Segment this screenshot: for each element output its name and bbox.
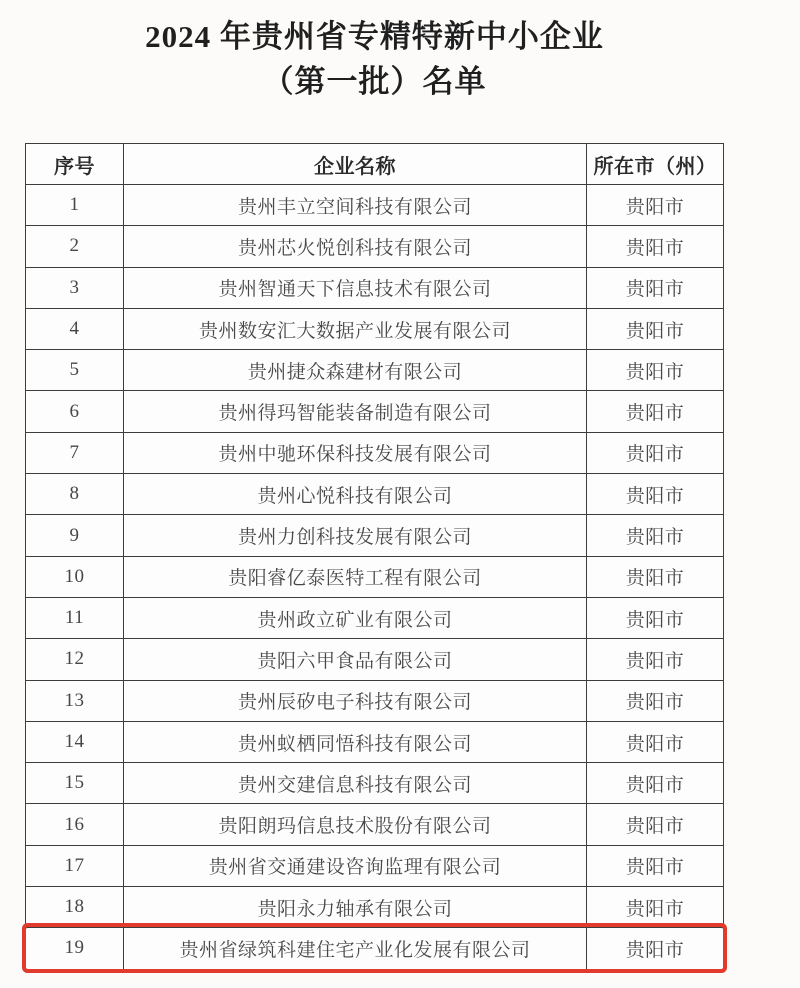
table-row <box>26 556 723 597</box>
table-row <box>26 721 723 762</box>
seq-cell: 13 <box>64 689 85 711</box>
company-name-cell: 贵州中驰环保科技发展有限公司 <box>123 433 586 473</box>
seq-cell: 10 <box>64 565 85 587</box>
header-cell-seq: 序号 <box>54 155 95 178</box>
table-row <box>26 803 723 844</box>
company-name-cell: 贵阳朗玛信息技术股份有限公司 <box>123 804 586 844</box>
seq-cell: 16 <box>64 813 85 835</box>
city-cell: 贵阳市 <box>586 391 723 431</box>
company-name-cell: 贵州交建信息科技有限公司 <box>123 763 586 803</box>
city-cell: 贵阳市 <box>586 226 723 266</box>
city-cell: 贵阳市 <box>586 928 723 968</box>
table-row <box>26 225 723 266</box>
seq-cell: 18 <box>64 896 85 918</box>
seq-cell: 6 <box>69 400 80 422</box>
seq-cell: 8 <box>69 483 80 505</box>
table-row <box>26 680 723 721</box>
header-cell-city: 所在市（州） <box>586 144 723 184</box>
table-row <box>26 390 723 431</box>
city-cell: 贵阳市 <box>586 598 723 638</box>
city-cell: 贵阳市 <box>586 804 723 844</box>
city-cell: 贵阳市 <box>586 639 723 679</box>
company-name-cell: 贵州捷众森建材有限公司 <box>123 350 586 390</box>
seq-cell: 12 <box>64 648 85 670</box>
city-cell: 贵阳市 <box>586 846 723 886</box>
city-cell: 贵阳市 <box>586 474 723 514</box>
seq-cell: 19 <box>64 937 85 959</box>
company-name-cell: 贵州智通天下信息技术有限公司 <box>123 268 586 308</box>
table-row <box>26 886 723 927</box>
seq-cell: 14 <box>64 731 85 752</box>
city-cell: 贵阳市 <box>586 887 723 927</box>
table-row <box>26 308 723 349</box>
company-name-cell: 贵阳永力轴承有限公司 <box>123 887 586 927</box>
table-row <box>26 514 723 555</box>
seq-cell: 7 <box>69 441 80 463</box>
company-name-cell: 贵阳睿亿泰医特工程有限公司 <box>123 557 586 597</box>
city-cell: 贵阳市 <box>586 515 723 555</box>
seq-cell: 17 <box>64 854 85 876</box>
title-line-1: 2024 年贵州省专精特新中小企业 <box>145 19 604 54</box>
seq-cell: 15 <box>64 772 85 794</box>
company-name-cell: 贵阳六甲食品有限公司 <box>123 639 586 679</box>
city-cell: 贵阳市 <box>586 433 723 473</box>
table-row <box>26 927 723 968</box>
city-cell: 贵阳市 <box>586 185 723 225</box>
table-row <box>26 597 723 638</box>
table-row <box>26 184 723 225</box>
seq-cell: 11 <box>64 607 85 629</box>
company-name-cell: 贵州得玛智能装备制造有限公司 <box>123 391 586 431</box>
company-name-cell: 贵州辰矽电子科技有限公司 <box>123 681 586 721</box>
city-cell: 贵阳市 <box>586 763 723 803</box>
seq-cell: 4 <box>69 318 80 340</box>
company-name-cell: 贵州芯火悦创科技有限公司 <box>123 226 586 266</box>
city-cell: 贵阳市 <box>586 681 723 721</box>
table-row <box>26 267 723 308</box>
title-line-2: （第一批）名单 <box>262 64 487 99</box>
city-cell: 贵阳市 <box>586 722 723 762</box>
table-header-row <box>26 144 723 184</box>
company-name-cell: 贵州力创科技发展有限公司 <box>123 515 586 555</box>
header-cell-company: 企业名称 <box>123 144 586 184</box>
table-row <box>26 349 723 390</box>
table-row <box>26 762 723 803</box>
seq-cell: 9 <box>69 524 80 546</box>
city-cell: 贵阳市 <box>586 557 723 597</box>
company-name-cell: 贵州省绿筑科建住宅产业化发展有限公司 <box>123 928 586 968</box>
company-name-cell: 贵州丰立空间科技有限公司 <box>123 185 586 225</box>
table-row <box>26 638 723 679</box>
seq-cell: 3 <box>69 276 80 298</box>
city-cell: 贵阳市 <box>586 268 723 308</box>
company-table <box>25 143 724 970</box>
table-row <box>26 473 723 514</box>
company-name-cell: 贵州心悦科技有限公司 <box>123 474 586 514</box>
seq-cell: 5 <box>69 359 80 381</box>
city-cell: 贵阳市 <box>586 350 723 390</box>
city-cell: 贵阳市 <box>586 309 723 349</box>
company-name-cell: 贵州蚁栖同悟科技有限公司 <box>123 722 586 762</box>
company-name-cell: 贵州省交通建设咨询监理有限公司 <box>123 846 586 886</box>
table-row <box>26 432 723 473</box>
page-title <box>25 14 724 104</box>
company-name-cell: 贵州政立矿业有限公司 <box>123 598 586 638</box>
company-name-cell: 贵州数安汇大数据产业发展有限公司 <box>123 309 586 349</box>
seq-cell: 2 <box>69 235 80 257</box>
seq-cell: 1 <box>69 194 80 216</box>
table-row <box>26 845 723 886</box>
